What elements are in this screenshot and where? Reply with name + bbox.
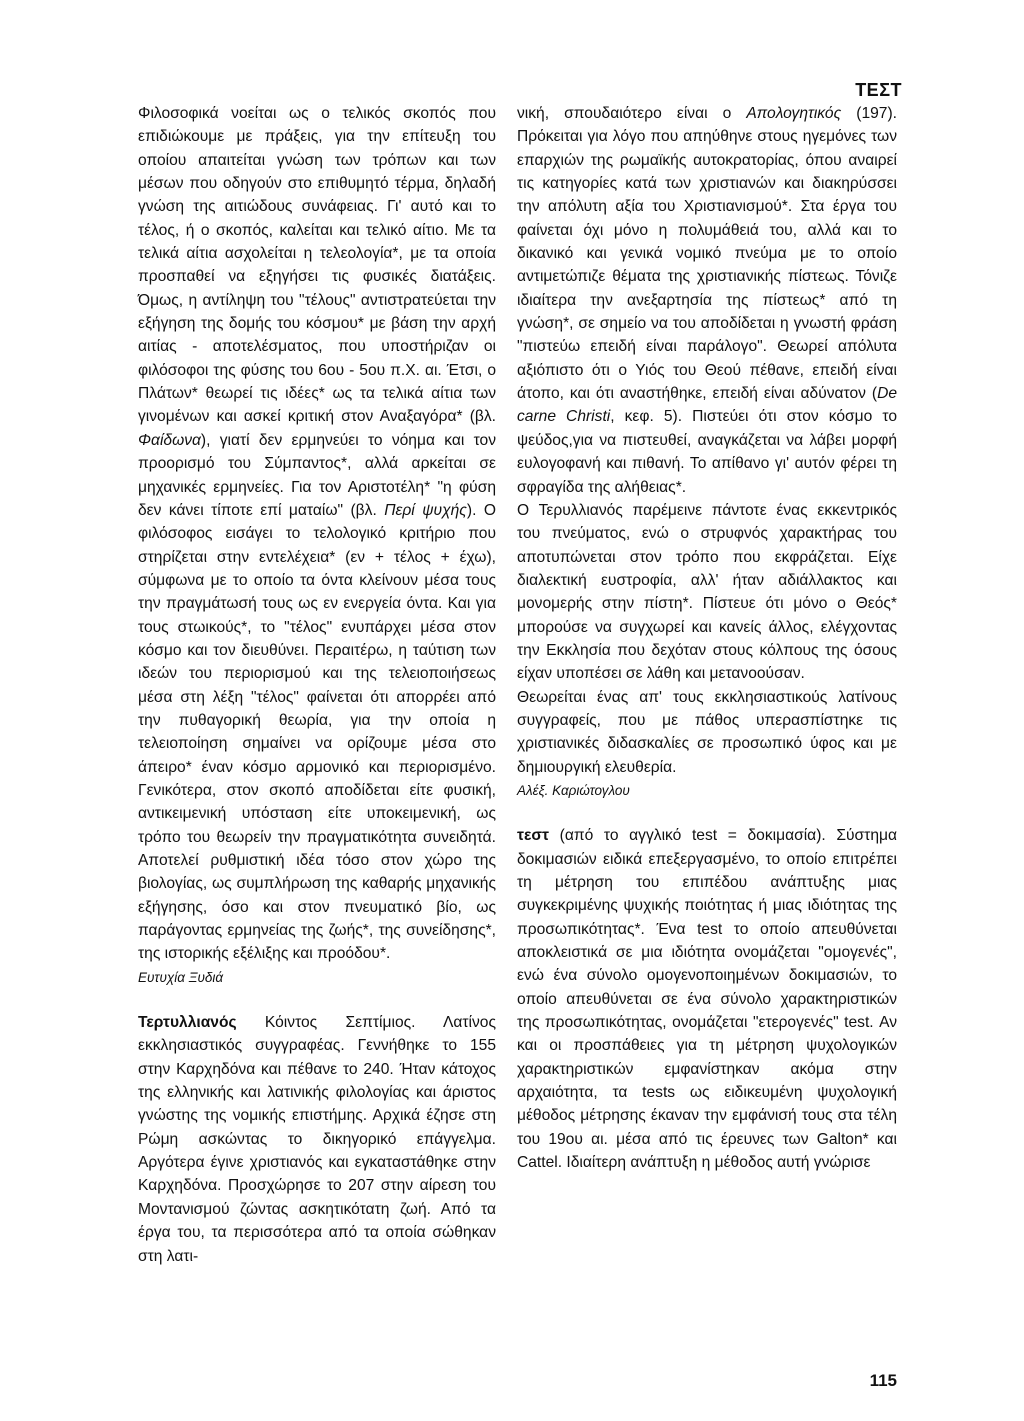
work-title-de-carne-christi: De carne Christi [517, 385, 897, 426]
work-title-apologeticus: Απολογητικός [746, 105, 842, 122]
telos-text-part: Φιλοσοφικά νοείται ως ο τελικός σκοπός που επιδιώκουμε με πράξεις, για την επίτευξη του οποίου απαιτείται γνώση των τρόπων και των μέσων που οδηγούν στο επιθυμητό τέρμα, δηλαδή γνώση της αιτιώδους συνάφειας. Γι' αυτό και το τέλος, ή ο σκοπός, καλείται και τελικό αίτιο. Με τα τελικά αίτια ασχολείται η τελεολογία*, με τα οποία προσπαθεί να εξηγήσει τις φυσικές διατάξεις. Όμως, η αντίληψη του "τέλους" αντιστρατεύεται την εξήγηση της δομής του κόσμου* με βάση την αρχή αιτίας - αποτελέσματος, που υποστήριζαν οι φιλόσοφοι της φύσης του 6ου - 5ου π.Χ. αι. Έτσι, ο Πλάτων* θεωρεί τις ιδέες* ως τα τελικά αίτια των γινομένων και ασκεί κριτική στον Αναξαγόρα* (βλ. [138, 105, 496, 426]
tertullian-continuation [517, 102, 897, 499]
entry-text: Κόιντος Σεπτίμιος. Λατίνος εκκλησιαστικός συγγραφέας. Γεννήθηκε το 155 στην Καρχηδόνα και πέθανε το 240. Ήταν κάτοχος της ελληνικής και λατινικής φιλολογίας και άριστος γνώστης της νομικής επιστήμης. Αρχικά έζησε στη Ρώμη ασκώντας το δικηγορικό επάγγελμα. Αργότερα έγινε χριστιανός και εγκαταστάθηκε στην Καρχηδόνα. Προσχώρησε το 207 στην αίρεση του Μοντανισμού ζώντας ασκητικότατη ζωή. Από τα έργα του, τα περισσότερα από τα οποία σώθηκαν στη λατι- [138, 1014, 496, 1265]
entry-lemma: τεστ [517, 827, 549, 845]
author-signature: Αλέξ. Καριώτογλου [517, 782, 630, 798]
telos-entry-text [138, 102, 496, 966]
test-entry [517, 824, 897, 1174]
tertullian-paragraph-3: Θεωρείται ένας απ' τους εκκλησιαστικούς λατίνους συγγραφείς, που με πάθος υπερασπίστηκε τις χριστιανικές διδασκαλίες σε προσωπικό ύφος και με δημιουργική ελευθερία. [517, 688, 897, 776]
work-title-de-anima: Περί ψυχής [384, 501, 467, 519]
tertullian-text-part: (197). Πρόκειται για λόγο που απηύθηνε στους ηγεμόνες των επαρχιών της ρωμαϊκής αυτοκρατορίας, όπου αναιρεί τις κατηγορίες κατά των χριστιανών και διακηρύσσει την απόλυτη αξία του Χριστιανισμού*. Στα έργα του φαίνεται όχι μόνο η πολυμάθειά του, αλλά και το δικανικό και γενικά νομικό πνεύμα με το οποίο αντιμετώπιζε θέματα της χριστιανικής πίστεως. Τόνιζε ιδιαίτερα την ανεξαρτησία της πίστεως* από τη γνώση*, σε σημείο να του αποδίδεται η γνωστή φράση "πιστεύω επειδή είναι παράλογο". Θεωρεί απόλυτα αξιόπιστο ότι ο Υιός του Θεού πέθανε, επειδή είναι άτοπο, και ότι αναστήθηκε, επειδή είναι αδύνατον ( [517, 105, 897, 403]
right-column [517, 102, 897, 1174]
tertullian-text-part: , κεφ. 5). Πιστεύει ότι στον κόσμο το ψεύδος,για να πιστευθεί, αναγκάζεται να λάβει μορφή ευλογοφανή και πιθανή. Το απίθανο γι' αυτόν φέρει τη σφραγίδα της αλήθειας*. [517, 408, 897, 496]
telos-text-part: ). Ο φιλόσοφος εισάγει το τελολογικό κριτήριο που στηρίζεται στην εντελέχεια* (εν + τέλος + έχω), σύμφωνα με το οποίο τα όντα κλείνουν μέσα τους την πραγμάτωσή τους ως εν ενεργεία όντα. Και για τους στωικούς*, το "τέλος" ενυπάρχει μέσα στον κόσμο και τον διευθύνει. Περαιτέρω, η ταύτιση των ιδεών του περιορισμού και της τελειοποιήσεως μέσα στη λέξη "τέλος" φαίνεται ότι απορρέει από την πυθαγορική θεωρία, για την οποία η τελειοποίηση σημαίνει να ορίζουμε μέσα στο άπειρο* έναν κόσμο αρμονικό και περιορισμένο. Γενικότερα, στον σκοπό αποδίδεται είτε φυσική, αντικειμενική υπόσταση είτε υποκειμενική, ως τρόπο του θεωρείν την πραγματικότητα συνειδητά. Αποτελεί ρυθμιστική ιδέα τόσο στον χώρο της βιολογίας, ως συμπλήρωση της καθαρής μηχανικής εξήγησης, όσο και στον πνευματικό βίο, ως παράγοντας ερμηνείας της ζωής*, της συνείδησης*, της ιστορικής εξέλιξης και προόδου*. [138, 501, 496, 963]
page-number: 115 [869, 1371, 897, 1390]
tertullian-paragraph-2: Ο Τερυλλιανός παρέμεινε πάντοτε ένας εκκεντρικός του πνεύματος, ενώ ο στρυφνός χαρακτήρας του αποτυπώνεται στον τρόπο που εκφράζεται. Είχε διαλεκτική ευστροφία, αλλ' ήταν αδιάλλακτος και μονομερής στην πίστη*. Πίστευε ότι μόνο ο Θεός* μπορούσε να συγχωρεί και κανείς άλλος, ελέγχοντας την Εκκλησία που δεχόταν στους κόλπους της όσους είχαν υποπέσει σε λάθη και μετανοούσαν. [517, 501, 897, 683]
author-signature: Ευτυχία Ξυδιά [138, 969, 224, 985]
tertullian-text-part: νική, σπουδαιότερο είναι ο [517, 105, 747, 122]
entry-text: (από το αγγλικό test = δοκιμασία). Σύστημα δοκιμασιών ειδικά επεξεργασμένο, το οποίο επιτρέπει τη μέτρηση του επιπέδου ανάπτυξης μιας συγκεκριμένης ψυχικής ποιότητας ή μιας ιδιότητας της προσωπικότητας*. Ένα test το οποίο απευθύνεται αποκλειστικά σε μια ιδιότητα ονομάζεται "ομογενές", ενώ ένα σύνολο ομογενοποιημένων δοκιμασιών, το οποίο απευθύνεται σε ένα σύνολο χαρακτηριστικών της προσωπικότητας, ονομάζεται "ετερογενές" test. Αν και οι προσπάθειες για τη μέτρηση ψυχολογικών χαρακτηριστικών εμφανίστηκαν ακόμα στην αρχαιότητα, τα tests ως ειδικευμένη ψυχολογική μέθοδος μέτρησης έκαναν την εμφάνισή τους στα τέλη του 19ου αι. μέσα από τις έρευνες των Galton* και Cattel. Ιδιαίτερη ανάπτυξη η μέθοδος αυτή γνώρισε [517, 827, 897, 1172]
telos-text-part: ), γιατί δεν ερμηνεύει το νόημα και τον προορισμό του Σύμπαντος*, αλλά αρκείται σε μηχανικές ερμηνείες. Για τον Αριστοτέλη* "η φύση δεν κάνει τίποτε επί ματαίω" (βλ. [138, 431, 496, 519]
running-head: ΤΕΣΤ [855, 80, 902, 100]
left-column [138, 102, 496, 1268]
tertullian-entry [138, 1011, 496, 1268]
entry-lemma: Τερτυλλιανός [138, 1014, 237, 1032]
work-title-phaedo: Φαίδωνα [138, 431, 201, 449]
